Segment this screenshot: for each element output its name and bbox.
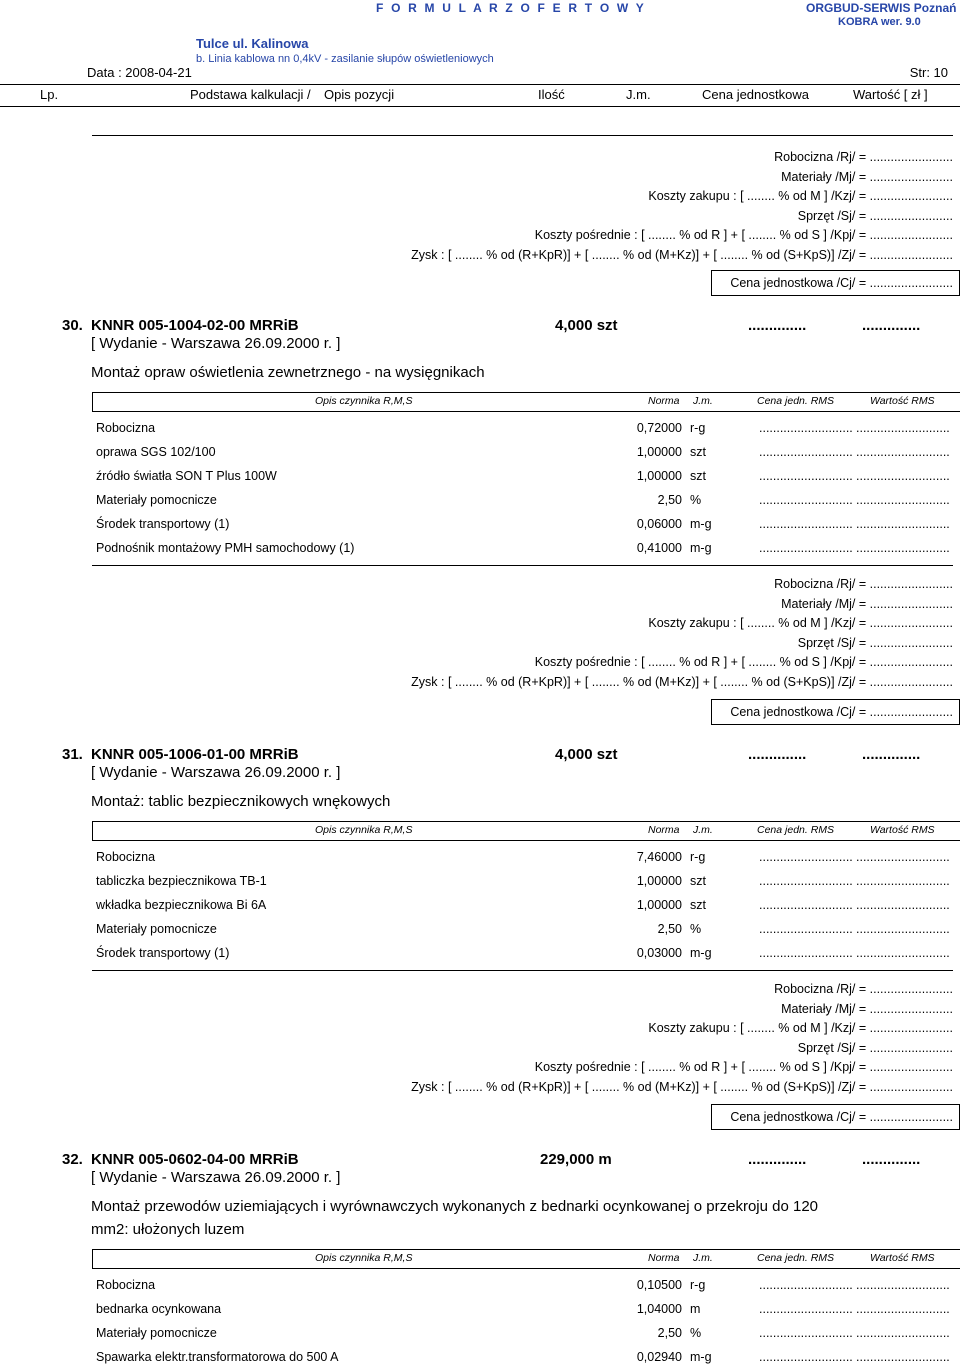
- rms-row: Spawarka elektr.transformatorowa do 500 A 0,02940 m-g ........................... ...........................: [96, 1350, 950, 1364]
- rms-row: Podnośnik montażowy PMH samochodowy (1) 0,41000 m-g ........................... ...........................: [96, 541, 950, 555]
- item-unit-price: ..............: [748, 1151, 807, 1168]
- rms-row: Materiały pomocnicze 2,50 % ........................... ...........................: [96, 922, 950, 936]
- opis-col-norma: Norma: [648, 1252, 680, 1264]
- item-value: ..............: [862, 317, 921, 334]
- summary-robocizna: Robocizna /Rj/ = ........................: [774, 577, 953, 591]
- opis-col-cena: Cena jedn. RMS: [757, 395, 835, 407]
- summary-zakup: Koszty zakupu : [ ........ % od M ] /Kzj/ = ........................: [648, 616, 953, 630]
- opis-col-jm: J.m.: [693, 395, 713, 407]
- col-lp: Lp.: [40, 87, 59, 102]
- summary-posrednie: Koszty pośrednie : [ ........ % od R ] + [ ........ % od S ] /Kpj/ = ........................: [534, 228, 953, 242]
- rms-row: oprawa SGS 102/100 1,00000 szt ........................... ...........................: [96, 445, 950, 459]
- project-location: Tulce ul. Kalinowa: [196, 36, 309, 51]
- opis-col-norma: Norma: [648, 824, 680, 836]
- item-quantity: 4,000 szt: [555, 746, 618, 763]
- form-title: F O R M U L A R Z O F E R T O W Y: [376, 1, 646, 15]
- opis-col-cena: Cena jedn. RMS: [757, 824, 835, 836]
- rms-row: Środek transportowy (1) 0,03000 m-g ........................... ...........................: [96, 946, 950, 960]
- summary-sprzet: Sprzęt /Sj/ = ........................: [797, 1041, 953, 1055]
- summary-cena: Cena jednostkowa /Cj/ = ........................: [730, 1110, 953, 1124]
- item-description: Montaż opraw oświetlenia zewnetrznego - na wysięgnikach: [91, 364, 485, 381]
- item-code: KNNR 005-1006-01-00 MRRiB: [91, 746, 299, 763]
- opis-col-wartosc: Wartość RMS: [870, 1252, 935, 1264]
- document-date: Data : 2008-04-21: [87, 65, 192, 80]
- item-edition: [ Wydanie - Warszawa 26.09.2000 r. ]: [91, 335, 341, 352]
- summary-materialy: Materiały /Mj/ = ........................: [781, 1002, 953, 1016]
- summary-zysk: Zysk : [ ........ % od (R+KpR)] + [ ........ % od (M+Kz)] + [ ........ % od (S+KpS)] /Zj/ = ........................: [411, 1080, 953, 1094]
- opis-header-bar: [92, 821, 960, 841]
- rms-row: wkładka bezpiecznikowa Bi 6A 1,00000 szt ........................... ...........................: [96, 898, 950, 912]
- rms-row: Materiały pomocnicze 2,50 % ........................... ...........................: [96, 493, 950, 507]
- rms-row: tabliczka bezpiecznikowa TB-1 1,00000 szt ........................... ...........................: [96, 874, 950, 888]
- unit-price-box: [711, 1104, 960, 1130]
- item-value: ..............: [862, 1151, 921, 1168]
- summary-cena: Cena jednostkowa /Cj/ = ........................: [730, 276, 953, 290]
- item-value: ..............: [862, 746, 921, 763]
- summary-robocizna: Robocizna /Rj/ = ........................: [774, 150, 953, 164]
- summary-sprzet: Sprzęt /Sj/ = ........................: [797, 209, 953, 223]
- summary-zakup: Koszty zakupu : [ ........ % od M ] /Kzj/ = ........................: [648, 189, 953, 203]
- col-jm: J.m.: [626, 87, 651, 102]
- col-cena: Cena jednostkowa: [702, 87, 809, 102]
- opis-header-bar: [92, 1249, 960, 1269]
- col-podstawa: Podstawa kalkulacji: [190, 87, 304, 102]
- summary-sprzet: Sprzęt /Sj/ = ........................: [797, 636, 953, 650]
- column-header-bar: [0, 84, 960, 107]
- col-wartosc: Wartość [ zł ]: [853, 87, 928, 102]
- rms-row: Robocizna 0,72000 r-g ........................... ...........................: [96, 421, 950, 435]
- summary-materialy: Materiały /Mj/ = ........................: [781, 170, 953, 184]
- opis-col-wartosc: Wartość RMS: [870, 824, 935, 836]
- page-number: Str: 10: [909, 65, 948, 80]
- opis-col-name: Opis czynnika R,M,S: [315, 824, 413, 836]
- rms-row: Robocizna 7,46000 r-g ........................... ...........................: [96, 850, 950, 864]
- opis-header-bar: [92, 392, 960, 412]
- summary-zakup: Koszty zakupu : [ ........ % od M ] /Kzj/ = ........................: [648, 1021, 953, 1035]
- item-quantity: 229,000 m: [540, 1151, 612, 1168]
- col-ilosc: Ilość: [538, 87, 565, 102]
- col-separator: /: [307, 87, 311, 102]
- summary-posrednie: Koszty pośrednie : [ ........ % od R ] + [ ........ % od S ] /Kpj/ = ........................: [534, 1060, 953, 1074]
- opis-col-cena: Cena jedn. RMS: [757, 1252, 835, 1264]
- unit-price-box: [711, 270, 960, 296]
- opis-col-name: Opis czynnika R,M,S: [315, 395, 413, 407]
- summary-zysk: Zysk : [ ........ % od (R+KpR)] + [ ........ % od (M+Kz)] + [ ........ % od (S+KpS)] /Zj/ = ........................: [411, 675, 953, 689]
- item-description-cont: mm2: ułożonych luzem: [91, 1221, 245, 1238]
- opis-col-name: Opis czynnika R,M,S: [315, 1252, 413, 1264]
- item-lp: 32.: [62, 1151, 83, 1168]
- col-opis: Opis pozycji: [324, 87, 395, 102]
- summary-zysk: Zysk : [ ........ % od (R+KpR)] + [ ........ % od (M+Kz)] + [ ........ % od (S+KpS)] /Zj/ = ........................: [411, 248, 953, 262]
- brand-name: ORGBUD-SERWIS Poznań: [806, 1, 957, 15]
- item-edition: [ Wydanie - Warszawa 26.09.2000 r. ]: [91, 1169, 341, 1186]
- item-unit-price: ..............: [748, 746, 807, 763]
- rms-row: źródło światła SON T Plus 100W 1,00000 szt ........................... ...........................: [96, 469, 950, 483]
- rms-row: bednarka ocynkowana 1,04000 m ........................... ...........................: [96, 1302, 950, 1316]
- project-subtitle: b. Linia kablowa nn 0,4kV - zasilanie słupów oświetleniowych: [196, 53, 494, 65]
- item-edition: [ Wydanie - Warszawa 26.09.2000 r. ]: [91, 764, 341, 781]
- opis-col-jm: J.m.: [693, 824, 713, 836]
- summary-materialy: Materiały /Mj/ = ........................: [781, 597, 953, 611]
- item-code: KNNR 005-0602-04-00 MRRiB: [91, 1151, 299, 1168]
- item-lp: 30.: [62, 317, 83, 334]
- opis-col-norma: Norma: [648, 395, 680, 407]
- item-lp: 31.: [62, 746, 83, 763]
- software-version: KOBRA wer. 9.0: [838, 16, 921, 28]
- summary-cena: Cena jednostkowa /Cj/ = ........................: [730, 705, 953, 719]
- summary-posrednie: Koszty pośrednie : [ ........ % od R ] + [ ........ % od S ] /Kpj/ = ........................: [534, 655, 953, 669]
- item-quantity: 4,000 szt: [555, 317, 618, 334]
- item-unit-price: ..............: [748, 317, 807, 334]
- unit-price-box: [711, 699, 960, 725]
- item-description: Montaż przewodów uziemiających i wyrównawczych wykonanych z bednarki ocynkowanej o przekroju do 120: [91, 1198, 819, 1215]
- summary-robocizna: Robocizna /Rj/ = ........................: [774, 982, 953, 996]
- rms-row: Materiały pomocnicze 2,50 % ........................... ...........................: [96, 1326, 950, 1340]
- item-code: KNNR 005-1004-02-00 MRRiB: [91, 317, 299, 334]
- opis-col-jm: J.m.: [693, 1252, 713, 1264]
- opis-col-wartosc: Wartość RMS: [870, 395, 935, 407]
- rms-row: Robocizna 0,10500 r-g ........................... ...........................: [96, 1278, 950, 1292]
- rms-row: Środek transportowy (1) 0,06000 m-g ........................... ...........................: [96, 517, 950, 531]
- item-description: Montaż: tablic bezpiecznikowych wnękowych: [91, 793, 391, 810]
